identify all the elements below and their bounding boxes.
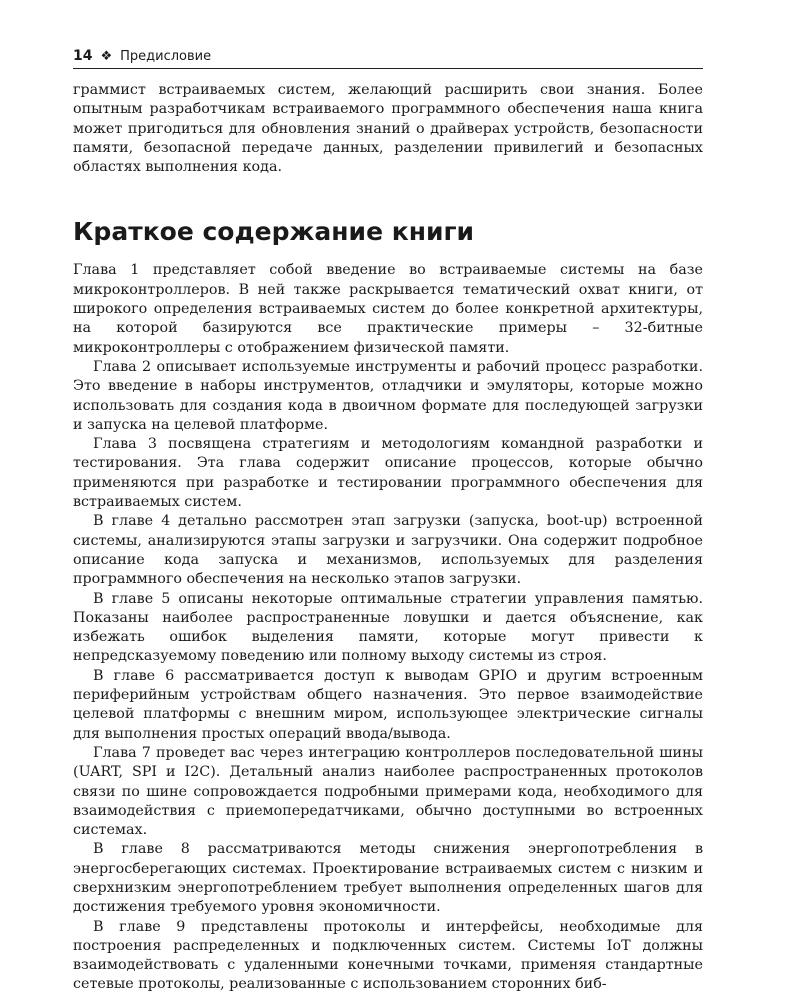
chapter-7-summary: Глава 7 проведет вас через интеграцию контроллеров последовательной шины (UART, SPI и I2C). Детальный анализ наиболее распространенных протоколов связи по шине сопровождается подробными примерами кода, необходимого для взаимодействия с приемопередатчиками, обычно доступными во встроенных системах.: [73, 744, 703, 839]
ornament-icon: ❖: [100, 48, 113, 64]
chapter-3-summary: Глава 3 посвящена стратегиям и методологиям командной разработки и тестирования. Эта глава содержит описание процессов, которые обычно применяются при разработке и тестировании программного обеспечения для встраиваемых систем.: [73, 436, 703, 511]
page-number: 14: [73, 48, 93, 64]
chapter-8-summary: В главе 8 рассматриваются методы снижения энергопотребления в энергосберегающих системах. Проектирование встраиваемых систем с низким и сверхнизким энергопотреблением требует выполнения определенных шагов для достижения требуемого уровня экономичности.: [73, 841, 703, 916]
chapter-6-summary: В главе 6 рассматривается доступ к выводам GPIO и другим встроенным периферийным устройствам общего назначения. Это первое взаимодействие целевой платформы с внешним миром, использующее электрические сигналы для выполнения простых операций ввода/вывода.: [73, 667, 703, 742]
running-head-section: Предисловие: [120, 48, 212, 64]
section-heading: Краткое содержание книги: [73, 217, 475, 247]
chapter-1-summary: Глава 1 представляет собой введение во встраиваемые системы на базе микроконтроллеров. В ней также раскрывается тематический охват книги, от широкого определения встраиваемых систем до более конкретной архитектуры, на которой базируются все практические примеры – 32-битные микроконтроллеры с отображением физической памяти.: [73, 262, 703, 356]
intro-text: [73, 81, 703, 177]
chapter-9-summary: В главе 9 представлены протоколы и интерфейсы, необходимые для построения распределенных и подключенных систем. Системы IoT должны взаимодействовать с удаленными конечными точками, применяя стандартные сетевые протоколы, реализованные с использованием сторонних биб-: [73, 918, 703, 993]
chapter-2-summary: Глава 2 описывает используемые инструменты и рабочий процесс разработки. Это введение в наборы инструментов, отладчики и эмуляторы, которые можно использовать для создания кода в двоичном формате для последующей загрузки и запуска на целевой платформе.: [73, 358, 703, 433]
running-head: [73, 44, 703, 69]
book-page: [73, 44, 703, 995]
chapter-summaries: [73, 261, 703, 994]
chapter-4-summary: В главе 4 детально рассмотрен этап загрузки (запуска, boot-up) встроенной системы, анализируются этапы загрузки и загрузчики. Она содержит подробное описание кода запуска и механизмов, используемых для разделения программного обеспечения на несколько этапов загрузки.: [73, 513, 703, 588]
intro-paragraph: граммист встраиваемых систем, желающий расширить свои знания. Более опытным разработчикам встраиваемого программного обеспечения наша книга может пригодиться для обновления знаний о драйверах устройств, безопасности памяти, безопасной передаче данных, разделении привилегий и безопасных областях выполнения кода.: [73, 82, 703, 176]
chapter-5-summary: В главе 5 описаны некоторые оптимальные стратегии управления памятью. Показаны наиболее распространенные ловушки и дается объяснение, как избежать ошибок выделения памяти, которые могут привести к непредсказуемому поведению или полному выходу системы из строя.: [73, 590, 703, 665]
